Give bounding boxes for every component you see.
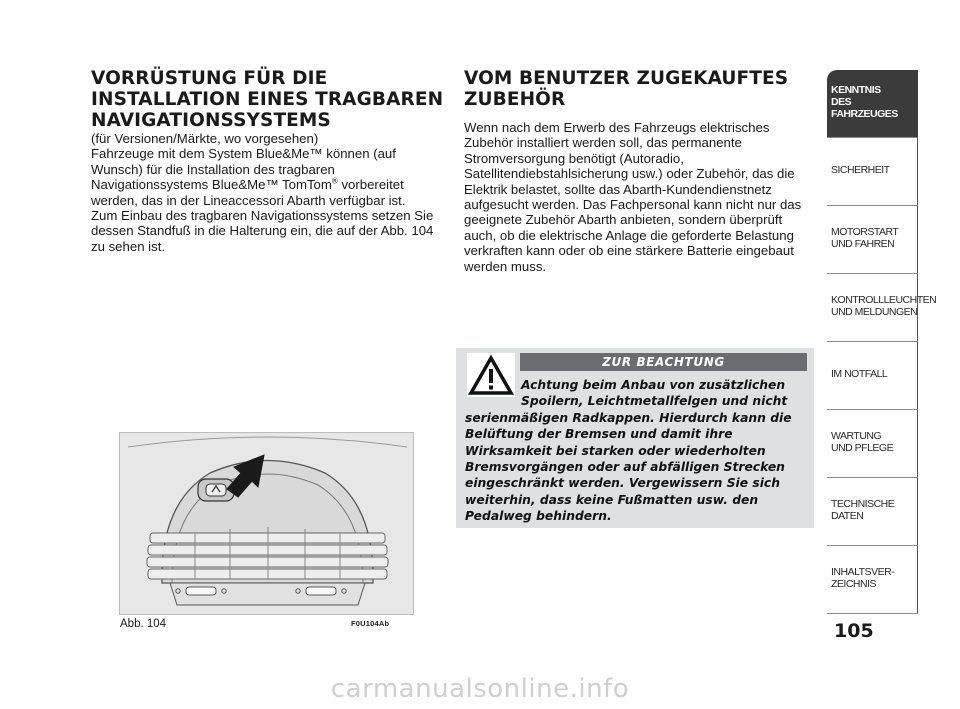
navigation-paragraph-1-text: Fahrzeuge mit dem System Blue&Me™ können (auf Wunsch) für die Installation des tragbaren Navigationssystems Blue&Me™ TomTom	[91, 146, 396, 193]
tab-label: IM NOTFALL	[831, 367, 888, 380]
accessories-paragraph: Wenn nach dem Erwerb des Fahrzeugs elektrisches Zubehör installiert werden soll, das permanente Stromversorgung benötigt (Autoradio, Satellitendiebstahlsicherung usw.) oder Zubehör, das die Elektrik belastet, sollte das Abarth-Kundendienstnetz aufgesucht werden. Das Fachpersonal kann nicht nur das geeignete Zubehör Abarth anbieten, sondern überprüft auch, ob die elektrische Anlage die geforderte Belastung verkraften kann oder ob eine stärkere Batterie eingebaut werden muss.	[464, 120, 802, 274]
warning-box	[456, 348, 814, 528]
chapter-tabs	[827, 70, 937, 614]
figure-code: F0U104Ab	[351, 619, 390, 628]
tab-label: WARTUNG UND PFLEGE	[831, 429, 894, 454]
section-title-navigation: VORRÜSTUNG FÜR DIE INSTALLATION EINES TRAGBAREN NAVIGATIONSSYSTEMS	[91, 68, 444, 131]
navigation-paragraph-1	[91, 146, 446, 208]
tab-inhaltsverzeichnis[interactable]	[827, 546, 918, 614]
warning-text: Achtung beim Anbau von zusätzlichen Spoilern, Leichtmetallfelgen und nicht serienmäßigen Radkappen. Hierdurch kann die Belüftung der Bremsen und damit ihre Wirksamkeit bei starken oder wiederholten Bremsvorgängen oder auf abfälligen Strecken eingeschränkt werden. Vergewissern Sie sich weiterhin, dass keine Fußmatten usw. den Pedalweg behindern.	[465, 378, 792, 524]
tab-label: TECHNISCHE DATEN	[831, 497, 895, 522]
figure-dashboard-vent	[119, 432, 414, 615]
navigation-paragraph-2: Zum Einbau des tragbaren Navigationssystems setzen Sie dessen Standfuß in die Halterung ein, die auf der Abb. 104 zu sehen ist.	[91, 208, 434, 254]
tab-sicherheit[interactable]	[827, 138, 918, 206]
page-number: 105	[834, 620, 874, 642]
tab-kontrollleuchten-und-meldungen[interactable]	[827, 274, 937, 342]
watermark: carmanualsonline.info	[330, 674, 630, 704]
dashboard-vent-illustration	[120, 433, 415, 616]
registered-mark: ®	[331, 176, 338, 186]
right-column	[464, 68, 816, 274]
tab-label: MOTORSTART UND FAHREN	[831, 225, 899, 250]
tab-im-notfall[interactable]	[827, 342, 918, 410]
tab-label: KENNTNIS DES FAHRZEUGES	[831, 83, 898, 120]
tab-wartung-und-pflege[interactable]	[827, 410, 918, 478]
tab-motorstart-und-fahren[interactable]	[827, 206, 918, 274]
figure-caption: Abb. 104	[120, 618, 167, 630]
section-title-accessories: VOM BENUTZER ZUGEKAUFTES ZUBEHÖR	[464, 68, 789, 110]
left-column	[91, 68, 446, 254]
tab-label: INHALTSVER- ZEICHNIS	[831, 565, 895, 590]
tab-kenntnis-des-fahrzeuges[interactable]	[827, 70, 918, 138]
warning-header: ZUR BEACHTUNG	[520, 353, 807, 371]
navigation-paragraph-1-tail: vorbereitet werden, das in der Lineaccessori Abarth verfügbar ist.	[91, 177, 406, 208]
tab-label: SICHERHEIT	[831, 163, 890, 176]
tab-label: KONTROLLLEUCHTEN UND MELDUNGEN	[831, 293, 937, 318]
tab-technische-daten[interactable]	[827, 478, 918, 546]
version-note: (für Versionen/Märkte, wo vorgesehen)	[91, 131, 319, 146]
